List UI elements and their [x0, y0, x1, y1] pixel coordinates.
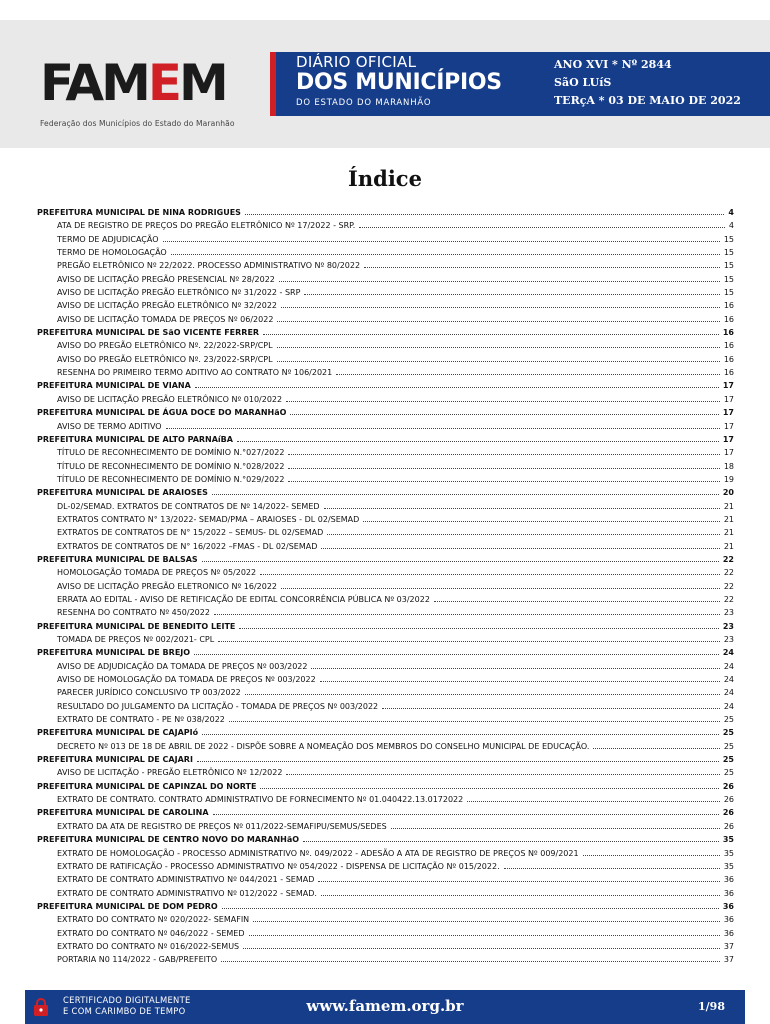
dot-leader	[281, 298, 720, 308]
index-entry[interactable]	[37, 298, 734, 311]
dot-leader	[304, 285, 719, 295]
index-entry-page: 37	[723, 955, 734, 965]
index-section[interactable]	[37, 619, 734, 632]
index-entry[interactable]	[37, 592, 734, 605]
index-entry[interactable]	[37, 939, 734, 952]
index-entry-title: EXTRATO DE CONTRATO ADMINISTRATIVO Nº 044/2021 - SEMAD	[57, 875, 315, 885]
dot-leader	[222, 899, 719, 909]
index-entry[interactable]	[37, 699, 734, 712]
index-entry-page: 25	[722, 755, 734, 765]
dot-leader	[363, 512, 720, 522]
publication-title-line3: DO ESTADO DO MARANHÃO	[296, 98, 432, 108]
dot-leader	[382, 699, 720, 709]
index-entry-title: EXTRATO DE RATIFICAÇÃO - PROCESSO ADMINISTRATIVO Nº 054/2022 - DISPENSA DE LICITAÇÃO Nº 015/2022.	[57, 861, 500, 871]
index-entry[interactable]	[37, 258, 734, 271]
dot-leader	[359, 218, 725, 228]
famem-logo: FAMEM	[40, 54, 226, 112]
dot-leader	[279, 272, 720, 282]
dot-leader	[318, 872, 719, 882]
index-entry-title: AVISO DE LICITAÇÃO PREGÃO ELETRÔNICO Nº 31/2022 - SRP	[57, 288, 301, 298]
index-entry-page: 16	[722, 328, 734, 338]
index-entry[interactable]	[37, 445, 734, 458]
index-entry[interactable]	[37, 338, 734, 351]
logo-subtitle: Federação dos Municípios do Estado do Maranhão	[40, 119, 235, 128]
index-section[interactable]	[37, 405, 734, 418]
index-entry-title: TÍTULO DE RECONHECIMENTO DE DOMÍNIO N.°028/2022	[57, 461, 285, 471]
index-section[interactable]	[37, 779, 734, 792]
index-entry-title: TÍTULO DE RECONHECIMENTO DE DOMÍNIO N.°027/2022	[57, 448, 285, 458]
index-entry-page: 17	[722, 381, 734, 391]
index-entry-title: PREFEITURA MUNICIPAL DE SãO VICENTE FERRER	[37, 328, 260, 338]
dot-leader	[194, 645, 719, 655]
index-entry-page: 4	[728, 221, 734, 231]
index-entry-title: EXTRATO DE CONTRATO. CONTRATO ADMINISTRATIVO DE FORNECIMENTO Nº 01.040422.13.0172022	[57, 795, 464, 805]
dot-leader	[327, 525, 720, 535]
index-section[interactable]	[37, 378, 734, 391]
index-entry[interactable]	[37, 846, 734, 859]
edition-number: ANO XVI * Nº 2844	[554, 58, 672, 71]
dot-leader	[277, 338, 720, 348]
index-entry-page: 16	[723, 354, 734, 364]
index-entry-title: PREFEITURA MUNICIPAL DE CAJARI	[37, 755, 193, 765]
dot-leader	[583, 846, 720, 856]
index-section[interactable]	[37, 725, 734, 738]
index-entry-page: 17	[723, 421, 734, 431]
index-entry[interactable]	[37, 365, 734, 378]
index-entry[interactable]	[37, 579, 734, 592]
index-entry-page: 22	[723, 568, 734, 578]
index-entry-title: PREFEITURA MUNICIPAL DE CAROLINA	[37, 808, 209, 818]
index-entry-page: 24	[723, 675, 734, 685]
index-entry-title: PARECER JURÍDICO CONCLUSIVO TP 003/2022	[57, 688, 241, 698]
index-entry-page: 15	[723, 274, 734, 284]
dot-leader	[243, 939, 720, 949]
dot-leader	[249, 926, 720, 936]
publication-title-line1: DIÁRIO OFICIAL	[296, 53, 417, 71]
index-entry[interactable]	[37, 525, 734, 538]
dot-leader	[212, 485, 719, 495]
index-entry-page: 17	[723, 394, 734, 404]
index-entry[interactable]	[37, 765, 734, 778]
index-entry-page: 35	[722, 835, 734, 845]
index-entry[interactable]	[37, 272, 734, 285]
index-entry-page: 21	[723, 528, 734, 538]
index-entry-page: 15	[723, 288, 734, 298]
index-entry-page: 20	[722, 488, 734, 498]
index-entry-title: EXTRATO DE HOMOLOGAÇÃO - PROCESSO ADMINISTRATIVO Nº. 049/2022 - ADESÃO A ATA DE REGISTRO DE PREÇOS Nº 009/2021	[57, 848, 579, 858]
index-entry-title: AVISO DE HOMOLOGAÇÃO DA TOMADA DE PREÇOS Nº 003/2022	[57, 675, 316, 685]
index-entry-title: PREFEITURA MUNICIPAL DE CAPINZAL DO NORTE	[37, 781, 257, 791]
index-entry-page: 26	[722, 781, 734, 791]
dot-leader	[253, 912, 720, 922]
dot-leader	[171, 245, 720, 255]
website-link[interactable]: www.famem.org.br	[306, 997, 464, 1015]
page-title: Índice	[348, 166, 422, 191]
index-entry[interactable]	[37, 472, 734, 485]
index-entry-title: EXTRATO DE CONTRATO - PE Nº 038/2022	[57, 715, 225, 725]
index-entry-title: PREFEITURA MUNICIPAL DE BALSAS	[37, 554, 198, 564]
index-entry-title: EXTRATO DE CONTRATO ADMINISTRATIVO Nº 012/2022 - SEMAD.	[57, 888, 317, 898]
index-entry-page: 16	[723, 341, 734, 351]
index-entry-page: 18	[723, 461, 734, 471]
index-entry-title: RESENHA DO CONTRATO Nº 450/2022	[57, 608, 210, 618]
edition-city: SãO LUíS	[554, 76, 612, 89]
index-entry-page: 15	[723, 248, 734, 258]
index-entry-page: 25	[723, 741, 734, 751]
index-entry[interactable]	[37, 739, 734, 752]
index-entry-title: EXTRATO DO CONTRATO Nº 020/2022- SEMAFIN	[57, 915, 250, 925]
index-entry-page: 16	[723, 314, 734, 324]
index-entry-title: EXTRATO DO CONTRATO Nº 046/2022 - SEMED	[57, 928, 245, 938]
index-entry-title: TERMO DE HOMOLOGAÇÃO	[57, 248, 167, 258]
dot-leader	[239, 619, 718, 629]
index-entry-page: 24	[723, 701, 734, 711]
index-entry-title: ATA DE REGISTRO DE PREÇOS DO PREGÃO ELETRÔNICO Nº 17/2022 - SRP.	[57, 221, 356, 231]
index-entry-page: 36	[723, 875, 734, 885]
index-entry-page: 24	[723, 688, 734, 698]
index-entry-title: EXTRATO DO CONTRATO Nº 016/2022-SEMUS	[57, 941, 240, 951]
index-entry-page: 25	[722, 728, 734, 738]
index-entry-title: HOMOLOGAÇÃO TOMADA DE PREÇOS Nº 05/2022	[57, 568, 257, 578]
dot-leader	[277, 352, 720, 362]
dot-leader	[218, 632, 720, 642]
page-indicator: 1/98	[698, 1000, 725, 1013]
index-entry-title: PREFEITURA MUNICIPAL DE VIANA	[37, 381, 191, 391]
dot-leader	[245, 205, 724, 215]
index-entry-page: 35	[723, 848, 734, 858]
index-entry[interactable]	[37, 499, 734, 512]
index-section[interactable]	[37, 645, 734, 658]
index-entry-page: 26	[722, 808, 734, 818]
index-entry-title: AVISO DE LICITAÇÃO PREGÃO PRESENCIAL Nº 28/2022	[57, 274, 275, 284]
dot-leader	[213, 805, 719, 815]
dot-leader	[286, 765, 719, 775]
index-list	[37, 205, 734, 966]
index-entry-title: EXTRATOS CONTRATO N° 13/2022- SEMAD/PMA – ARAIOSES - DL 02/SEMAD	[57, 514, 360, 524]
dot-leader	[166, 419, 720, 429]
index-entry-page: 36	[723, 928, 734, 938]
index-entry-title: EXTRATO DA ATA DE REGISTRO DE PREÇOS Nº 011/2022-SEMAFIPU/SEMUS/SEDES	[57, 821, 387, 831]
dot-leader	[221, 952, 720, 962]
index-entry-page: 36	[722, 901, 734, 911]
index-entry[interactable]	[37, 605, 734, 618]
index-entry-page: 16	[723, 368, 734, 378]
index-entry-page: 36	[723, 915, 734, 925]
index-entry-title: PREFEITURA MUNICIPAL DE BENEDITO LEITE	[37, 621, 236, 631]
index-entry[interactable]	[37, 419, 734, 432]
dot-leader	[197, 752, 719, 762]
dot-leader	[229, 712, 720, 722]
index-entry-page: 21	[723, 501, 734, 511]
index-entry-page: 17	[722, 408, 734, 418]
index-section[interactable]	[37, 205, 734, 218]
dot-leader	[263, 325, 719, 335]
index-entry[interactable]	[37, 312, 734, 325]
index-entry[interactable]	[37, 712, 734, 725]
dot-leader	[336, 365, 720, 375]
index-entry-page: 17	[723, 448, 734, 458]
dot-leader	[277, 312, 719, 322]
dot-leader	[288, 445, 719, 455]
index-section[interactable]	[37, 752, 734, 765]
dot-leader	[321, 886, 720, 896]
footer-bar	[25, 990, 745, 1024]
index-entry-title: AVISO DE LICITAÇÃO TOMADA DE PREÇOS Nº 06/2022	[57, 314, 274, 324]
index-entry-page: 35	[723, 861, 734, 871]
index-entry-title: RESENHA DO PRIMEIRO TERMO ADITIVO AO CONTRATO Nº 106/2021	[57, 368, 333, 378]
dot-leader	[214, 605, 720, 615]
index-entry-title: AVISO DO PREGÃO ELETRÔNICO Nº. 23/2022-SRP/CPL	[57, 354, 273, 364]
dot-leader	[504, 859, 720, 869]
index-entry-page: 26	[723, 795, 734, 805]
index-entry-page: 23	[722, 621, 734, 631]
index-entry-page: 22	[722, 554, 734, 564]
index-entry[interactable]	[37, 912, 734, 925]
publication-title-line2: DOS MUNICÍPIOS	[296, 70, 502, 95]
certificate-line1: CERTIFICADO DIGITALMENTE	[63, 995, 191, 1005]
index-entry-page: 25	[723, 768, 734, 778]
index-entry-page: 21	[723, 541, 734, 551]
index-entry-title: PREFEITURA MUNICIPAL DE NINA RODRIGUES	[37, 208, 241, 217]
dot-leader	[245, 685, 720, 695]
index-section[interactable]	[37, 485, 734, 498]
dot-leader	[320, 672, 720, 682]
dot-leader	[391, 819, 720, 829]
dot-leader	[364, 258, 720, 268]
index-entry-title: PREFEITURA MUNICIPAL DE BREJO	[37, 648, 191, 658]
index-entry[interactable]	[37, 659, 734, 672]
index-entry-page: 15	[723, 261, 734, 271]
index-entry-title: AVISO DO PREGÃO ELETRÔNICO Nº. 22/2022-SRP/CPL	[57, 341, 273, 351]
index-entry-title: PREFEITURA MUNICIPAL DE ALTO PARNAíBA	[37, 434, 233, 444]
index-entry-page: 17	[722, 434, 734, 444]
index-entry[interactable]	[37, 285, 734, 298]
dot-leader	[311, 659, 719, 669]
dot-leader	[286, 392, 720, 402]
index-section[interactable]	[37, 899, 734, 912]
index-entry[interactable]	[37, 352, 734, 365]
index-entry[interactable]	[37, 245, 734, 258]
index-entry-title: TERMO DE ADJUDICAÇÃO	[57, 234, 159, 244]
index-entry[interactable]	[37, 672, 734, 685]
dot-leader	[202, 725, 719, 735]
index-entry-title: PREGÃO ELETRÔNICO Nº 22/2022. PROCESSO ADMINISTRATIVO Nº 80/2022	[57, 261, 361, 271]
dot-leader	[303, 832, 719, 842]
index-entry[interactable]	[37, 539, 734, 552]
index-entry-title: PREFEITURA MUNICIPAL DE ÁGUA DOCE DO MARANHãO	[37, 408, 287, 418]
dot-leader	[202, 552, 719, 562]
index-entry-page: 25	[723, 715, 734, 725]
index-entry-page: 19	[723, 474, 734, 484]
dot-leader	[288, 472, 719, 482]
index-entry-title: PORTARIA N0 114/2022 - GAB/PREFEITO	[57, 955, 218, 965]
index-entry-page: 36	[723, 888, 734, 898]
dot-leader	[288, 459, 719, 469]
index-entry[interactable]	[37, 512, 734, 525]
index-entry-page: 22	[723, 581, 734, 591]
dot-leader	[324, 499, 720, 509]
dot-leader	[237, 432, 719, 442]
index-section[interactable]	[37, 805, 734, 818]
dot-leader	[281, 579, 720, 589]
index-entry[interactable]	[37, 859, 734, 872]
dot-leader	[434, 592, 720, 602]
index-entry-title: EXTRATOS DE CONTRATOS DE N° 15/2022 – SEMUS- DL 02/SEMAD	[57, 528, 324, 538]
index-entry-page: 16	[723, 301, 734, 311]
index-entry[interactable]	[37, 952, 734, 965]
index-entry[interactable]	[37, 632, 734, 645]
index-entry-page: 22	[723, 594, 734, 604]
index-entry-title: DECRETO Nº 013 DE 18 DE ABRIL DE 2022 - DISPÕE SOBRE A NOMEAÇÃO DOS MEMBROS DO CONSELHO MUNICIPAL DE EDUCAÇÃO.	[57, 741, 590, 751]
publication-banner	[270, 52, 770, 116]
index-entry-title: AVISO DE LICITAÇÃO PREGÃO ELETRÔNICO Nº 010/2022	[57, 394, 283, 404]
dot-leader	[260, 565, 720, 575]
index-entry[interactable]	[37, 565, 734, 578]
index-entry[interactable]	[37, 792, 734, 805]
index-entry[interactable]	[37, 459, 734, 472]
index-section[interactable]	[37, 325, 734, 338]
edition-date: TERçA * 03 DE MAIO DE 2022	[554, 94, 741, 107]
dot-leader	[260, 779, 718, 789]
index-entry[interactable]	[37, 685, 734, 698]
index-entry[interactable]	[37, 819, 734, 832]
index-entry-title: AVISO DE LICITAÇÃO PREGÃO ELETRÔNICO Nº 32/2022	[57, 301, 278, 311]
dot-leader	[593, 739, 719, 749]
index-section[interactable]	[37, 832, 734, 845]
index-entry-page: 23	[723, 608, 734, 618]
index-section[interactable]	[37, 432, 734, 445]
index-entry[interactable]	[37, 218, 734, 231]
dot-leader	[195, 378, 719, 388]
index-entry[interactable]	[37, 886, 734, 899]
index-entry-page: 23	[723, 635, 734, 644]
index-entry-title: AVISO DE TERMO ADITIVO	[57, 421, 162, 431]
index-entry-page: 15	[723, 234, 734, 244]
index-entry-page: 24	[723, 661, 734, 671]
index-entry-title: EXTRATOS DE CONTRATOS DE N° 16/2022 –FMAS - DL 02/SEMAD	[57, 541, 318, 551]
index-entry-title: PREFEITURA MUNICIPAL DE ARAIOSES	[37, 488, 208, 498]
index-entry-title: DL-02/SEMAD. EXTRATOS DE CONTRATOS DE Nº 14/2022- SEMED	[57, 501, 320, 511]
index-entry-page: 37	[723, 941, 734, 951]
dot-leader	[467, 792, 720, 802]
index-entry-title: PREFEITURA MUNICIPAL DE DOM PEDRO	[37, 901, 218, 911]
index-entry-title: RESULTADO DO JULGAMENTO DA LICITAÇÃO - TOMADA DE PREÇOS Nº 003/2022	[57, 701, 379, 711]
dot-leader	[321, 539, 719, 549]
index-entry-page: 26	[723, 821, 734, 831]
index-entry-title: AVISO DE LICITAÇÃO PREGÃO ELETRONICO Nº 16/2022	[57, 581, 278, 591]
index-entry[interactable]	[37, 392, 734, 405]
index-entry[interactable]	[37, 232, 734, 245]
index-section[interactable]	[37, 552, 734, 565]
certificate-line2: E COM CARIMBO DE TEMPO	[63, 1006, 186, 1016]
index-entry-title: TÍTULO DE RECONHECIMENTO DE DOMÍNIO N.°029/2022	[57, 474, 285, 484]
index-entry-page: 21	[723, 514, 734, 524]
index-entry-title: ERRATA AO EDITAL - AVISO DE RETIFICAÇÃO DE EDITAL CONCORRÊNCIA PÚBLICA Nº 03/2022	[57, 594, 430, 604]
index-entry-title: PREFEITURA MUNICIPAL DE CENTRO NOVO DO MARANHãO	[37, 835, 300, 845]
index-entry[interactable]	[37, 872, 734, 885]
index-entry-title: PREFEITURA MUNICIPAL DE CAJAPIó	[37, 728, 199, 738]
index-entry-title: AVISO DE ADJUDICAÇÃO DA TOMADA DE PREÇOS Nº 003/2022	[57, 661, 308, 671]
index-entry-page: 4	[728, 208, 734, 217]
dot-leader	[163, 232, 720, 242]
index-entry-page: 24	[722, 648, 734, 658]
index-entry[interactable]	[37, 926, 734, 939]
dot-leader	[290, 405, 718, 415]
index-entry-title: AVISO DE LICITAÇÃO - PREGÃO ELETRÔNICO Nº 12/2022	[57, 768, 283, 778]
index-entry-title: TOMADA DE PREÇOS Nº 002/2021- CPL	[57, 635, 215, 644]
